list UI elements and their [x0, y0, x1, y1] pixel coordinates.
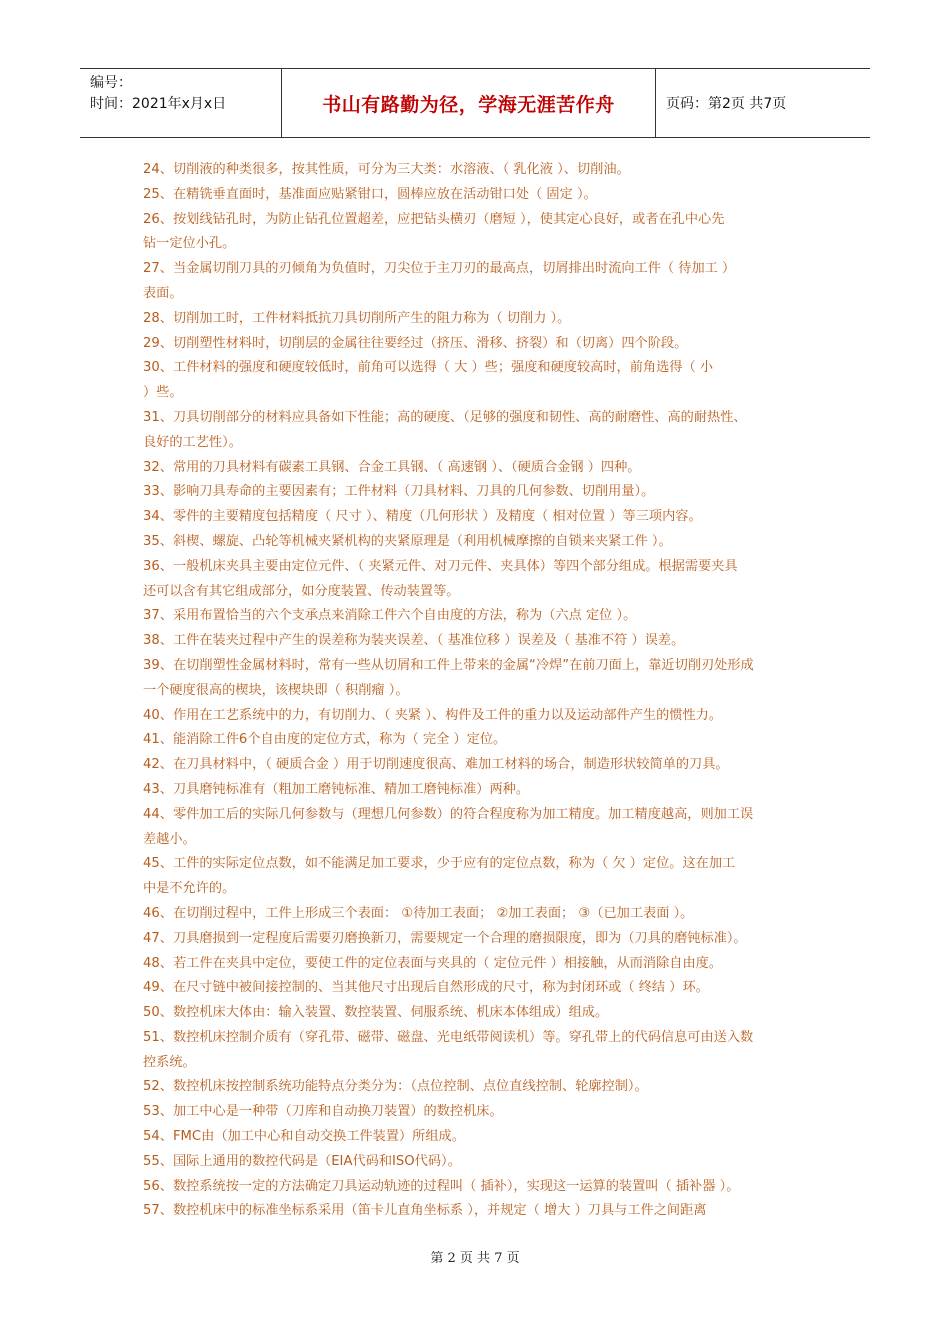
- text-line: 表面。: [143, 285, 183, 301]
- header-motto: 书山有路勤为径，学海无涯苦作舟: [282, 69, 656, 137]
- text-line: 54、FMC由（加工中心和自动交换工件装置）所组成。: [143, 1129, 465, 1145]
- text-line: 46、在切削过程中，工件上形成三个表面： ①待加工表面； ②加工表面； ③（已加工表面 ）。: [143, 905, 694, 921]
- text-line: 一个硬度很高的楔块，该楔块即（ 积削瘤 ）。: [143, 682, 409, 698]
- text-line: 中是不允许的。: [143, 881, 236, 897]
- text-line: 25、在精铣垂直面时，基准面应贴紧钳口，圆棒应放在活动钳口处（ 固定 ）。: [143, 186, 597, 202]
- text-line: 53、加工中心是一种带（刀库和自动换刀装置）的数控机床。: [143, 1104, 503, 1120]
- text-line: 48、若工件在夹具中定位，要使工件的定位表面与夹具的（ 定位元件 ）相接触，从而消除自由度。: [143, 955, 723, 971]
- text-line: 26、按划线钻孔时，为防止钻孔位置超差，应把钻头横刃（磨短 ），使其定心良好，或者在孔中心先: [143, 211, 725, 227]
- text-line: 42、在刀具材料中，（ 硬质合金 ）用于切削速度很高、难加工材料的场合，制造形状较简单的刀具。: [143, 757, 729, 773]
- text-line: 47、刀具磨损到一定程度后需要刃磨换新刀，需要规定一个合理的磨损限度，即为（刀具的磨钝标准）。: [143, 930, 747, 946]
- text-line: 36、一般机床夹具主要由定位元件、（ 夹紧元件、对刀元件、夹具体）等四个部分组成。根据需要夹具: [143, 558, 738, 574]
- text-line: 43、刀具磨钝标准有（粗加工磨钝标准、精加工磨钝标准）两种。: [143, 781, 530, 797]
- text-line: 49、在尺寸链中被间接控制的、当其他尺寸出现后自然形成的尺寸，称为封闭环或（ 终结 ）环。: [143, 980, 709, 996]
- page-footer: 第 2 页 共 7 页: [430, 1251, 520, 1266]
- text-line: 44、零件加工后的实际几何参数与（理想几何参数）的符合程度称为加工精度。加工精度越高，则加工误: [143, 806, 754, 822]
- text-line: 55、国际上通用的数控代码是（EIA代码和ISO代码）。: [143, 1153, 461, 1169]
- header-left-cell: [80, 69, 282, 137]
- question-list: [143, 158, 811, 1224]
- text-line: 30、工件材料的强度和硬度较低时，前角可以选得（ 大 ）些；强度和硬度较高时，前角选得（ 小: [143, 360, 714, 376]
- text-line: 钻一定位小孔。: [143, 236, 236, 252]
- document-number-label: 编号：: [90, 75, 132, 91]
- text-line: 24、切削液的种类很多，按其性质，可分为三大类：水溶液、（ 乳化液 ）、切削油。: [143, 162, 630, 177]
- text-line: 50、数控机床大体由：输入装置、数控装置、伺服系统、机床本体组成）组成。: [143, 1005, 609, 1021]
- text-line: 56、数控系统按一定的方法确定刀具运动轨迹的过程叫（ 插补），实现这一运算的装置叫（ 插补器 ）。: [143, 1178, 740, 1194]
- text-line: 35、斜楔、螺旋、凸轮等机械夹紧机构的夹紧原理是（利用机械摩擦的自锁来夹紧工件 ）。: [143, 533, 672, 549]
- text-line: 29、切削塑性材料时，切削层的金属往往要经过（挤压、滑移、挤裂）和（切离）四个阶段。: [143, 335, 688, 351]
- document-date: 时间：2021年x月x日: [90, 96, 227, 112]
- text-line: 57、数控机床中的标准坐标系采用（笛卡儿直角坐标系 ），并规定（ 增大 ）刀具与工件之间距离: [143, 1203, 707, 1219]
- text-line: 差越小。: [143, 831, 196, 847]
- text-line: 良好的工艺性）。: [143, 434, 242, 450]
- page-header: [80, 68, 870, 138]
- text-line: 40、作用在工艺系统中的力，有切削力、（ 夹紧 ）、构件及工件的重力以及运动部件产生的惯性力。: [143, 707, 723, 723]
- text-line: 38、工件在装夹过程中产生的误差称为装夹误差、（ 基准位移 ）误差及（ 基准不符 ）误差。: [143, 633, 685, 649]
- text-line: 控系统。: [143, 1054, 196, 1070]
- text-line: 45、工件的实际定位点数，如不能满足加工要求，少于应有的定位点数，称为（ 欠 ）定位。这在加工: [143, 856, 736, 872]
- text-line: 34、零件的主要精度包括精度（ 尺寸 ）、精度（几何形状 ）及精度（ 相对位置 ）等三项内容。: [143, 509, 702, 525]
- text-line: 39、在切削塑性金属材料时，常有一些从切屑和工件上带来的金属“冷焊”在前刀面上，靠近切削刃处形成: [143, 657, 754, 673]
- text-line: 28、切削加工时，工件材料抵抗刀具切削所产生的阻力称为（ 切削力 ）。: [143, 310, 571, 326]
- text-line: 41、能消除工件6个自由度的定位方式，称为（ 完全 ）定位。: [143, 732, 507, 748]
- text-line: 33、影响刀具寿命的主要因素有；工件材料（刀具材料、刀具的几何参数、切削用量）。: [143, 484, 655, 500]
- text-line: 51、数控机床控制介质有（穿孔带、磁带、磁盘、光电纸带阅读机）等。穿孔带上的代码信息可由送入数: [143, 1029, 754, 1045]
- text-line: 37、采用布置恰当的六个支承点来消除工件六个自由度的方法，称为（六点 定位 ）。: [143, 608, 637, 624]
- header-page-info: 页码：第2页 共7页: [666, 96, 787, 112]
- text-line: ）些。: [143, 385, 183, 401]
- text-line: 还可以含有其它组成部分，如分度装置、传动装置等。: [143, 583, 460, 599]
- text-line: 27、当金属切削刀具的刃倾角为负值时，刀尖位于主刀刃的最高点，切屑排出时流向工件（ 待加工 ）: [143, 261, 736, 277]
- text-line: 52、数控机床按控制系统功能特点分类分为：（点位控制、点位直线控制、轮廓控制）。: [143, 1079, 648, 1095]
- text-line: 32、常用的刀具材料有碳素工具钢、合金工具钢、（ 高速钢 ）、（硬质合金钢 ）四种。: [143, 459, 641, 475]
- text-line: 31、刀具切削部分的材料应具备如下性能；高的硬度、（足够的强度和韧性、高的耐磨性、高的耐热性、: [143, 409, 747, 425]
